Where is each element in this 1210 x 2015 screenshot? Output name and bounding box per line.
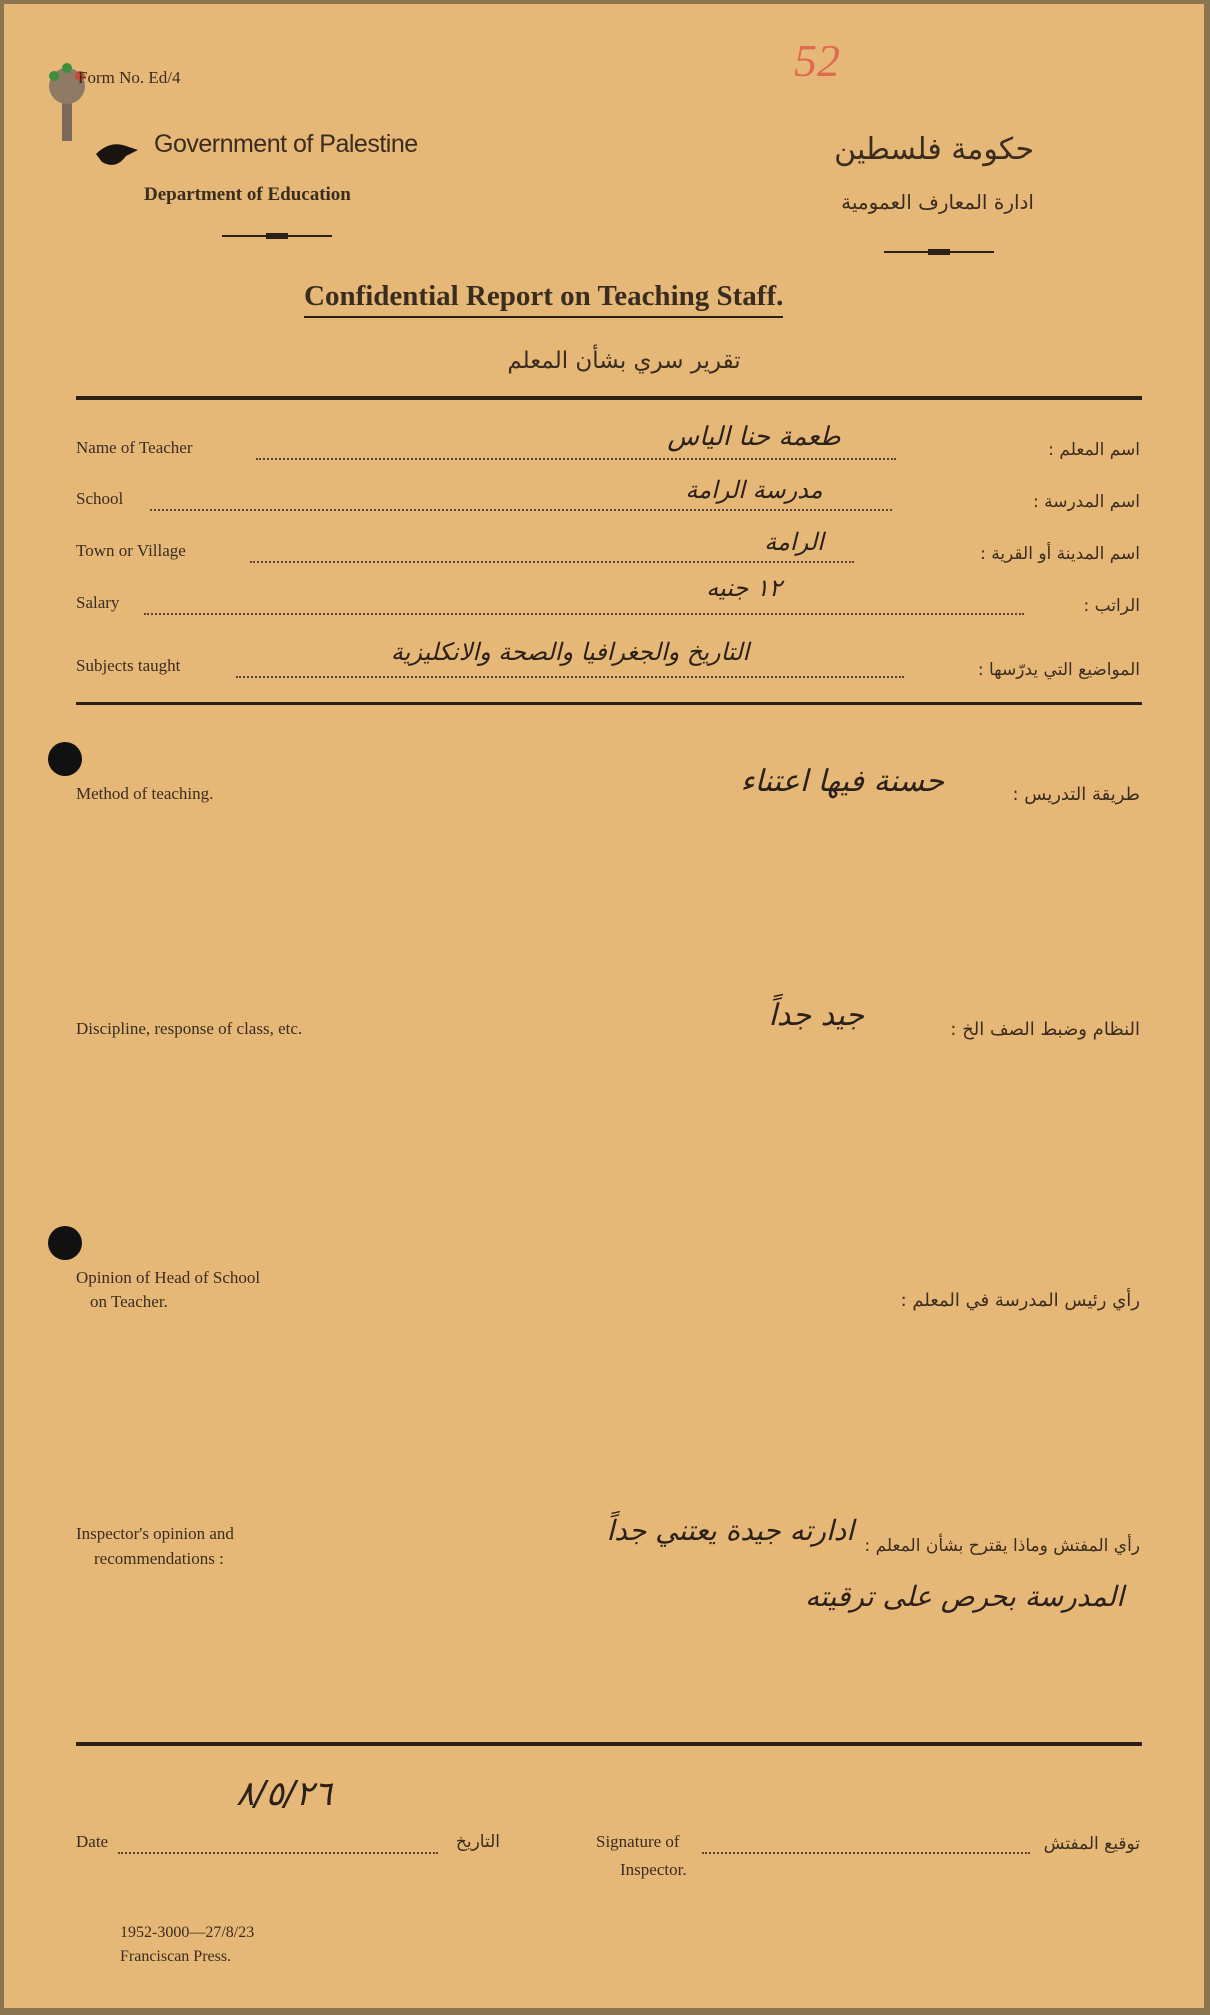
method-label-ar: طريقة التدريس : xyxy=(1012,784,1140,805)
gov-title-ar: حكومة فلسطين xyxy=(834,132,1034,167)
top-rule xyxy=(76,396,1142,400)
punch-hole-bottom xyxy=(48,1226,82,1260)
dept-title-en: Department of Education xyxy=(144,184,351,205)
report-title-ar: تقرير سري بشأن المعلم xyxy=(507,348,741,374)
inspector-label-en-2: recommendations : xyxy=(94,1549,224,1568)
signature-line xyxy=(702,1852,1030,1854)
date-value: ٨/٥/٢٦ xyxy=(236,1774,332,1814)
field-town-label: Town or Village xyxy=(76,541,186,560)
field-subjects-label-ar: المواضيع التي يدرّسها : xyxy=(977,660,1140,680)
field-town-line xyxy=(250,561,854,563)
field-school-line xyxy=(150,509,892,511)
bird-emblem-icon xyxy=(92,136,142,176)
field-salary-label: Salary xyxy=(76,593,120,612)
report-title-en: Confidential Report on Teaching Staff. xyxy=(304,280,783,318)
fields-bottom-rule xyxy=(76,702,1142,705)
divider-dash-right xyxy=(884,251,994,253)
discipline-label-ar: النظام وضبط الصف الخ : xyxy=(950,1019,1140,1040)
field-school-label: School xyxy=(76,489,124,508)
field-salary-label-ar: الراتب : xyxy=(1083,596,1140,616)
field-name-label-ar: اسم المعلم : xyxy=(1048,440,1140,460)
field-name-label: Name of Teacher xyxy=(76,438,193,457)
field-town-value: الرامة xyxy=(764,528,824,556)
field-school-label-ar: اسم المدرسة : xyxy=(1032,492,1140,512)
field-subjects-label: Subjects taught xyxy=(76,656,181,675)
field-subjects-value: التاريخ والجغرافيا والصحة والانكليزية xyxy=(390,638,750,666)
inspector-value-2: المدرسة بحرص على ترقيته xyxy=(805,1580,1124,1613)
gov-title-en: Government of Palestine xyxy=(154,130,418,158)
method-label-en: Method of teaching. xyxy=(76,784,214,803)
discipline-label-en: Discipline, response of class, etc. xyxy=(76,1019,303,1038)
field-school-value: مدرسة الرامة xyxy=(685,476,823,504)
inspector-value-1: ادارته جيدة يعتني جداً xyxy=(606,1514,854,1547)
field-town-label-ar: اسم المدينة أو القرية : xyxy=(980,544,1140,564)
dept-title-ar: ادارة المعارف العمومية xyxy=(841,190,1034,214)
head-opinion-label-ar: رأي رئيس المدرسة في المعلم : xyxy=(900,1290,1140,1311)
divider-dash-left xyxy=(222,235,332,237)
form-page xyxy=(4,4,1204,2008)
signature-label-ar: توقيع المفتش xyxy=(1043,1834,1140,1854)
discipline-value: جيد جداً xyxy=(768,998,864,1033)
field-salary-line xyxy=(144,613,1024,615)
inspector-label-en-1: Inspector's opinion and xyxy=(76,1524,234,1543)
inspector-label-ar: رأي المفتش وماذا يقترح بشأن المعلم : xyxy=(864,1536,1140,1556)
printer-line-2: Franciscan Press. xyxy=(120,1948,232,1965)
signature-label-en-2: Inspector. xyxy=(620,1860,687,1879)
date-line xyxy=(118,1852,438,1854)
field-name-value: طعمة حنا الياس xyxy=(667,422,841,452)
field-subjects-line xyxy=(236,676,904,678)
punch-hole-top xyxy=(48,742,82,776)
field-name-line xyxy=(256,458,896,460)
footer-rule xyxy=(76,1742,1142,1746)
head-opinion-label-en-2: on Teacher. xyxy=(90,1292,168,1311)
head-opinion-label-en-1: Opinion of Head of School xyxy=(76,1268,261,1287)
method-value: حسنة فيها اعتناء xyxy=(740,764,944,799)
signature-label-en-1: Signature of xyxy=(596,1832,680,1851)
date-label-ar: التاريخ xyxy=(455,1832,500,1852)
date-label-en: Date xyxy=(76,1832,109,1851)
form-number: Form No. Ed/4 xyxy=(78,68,181,87)
field-salary-value: ١٢ جنيه xyxy=(706,574,782,602)
page-number-stamp: 52 xyxy=(794,35,840,86)
printer-line-1: 1952-3000—27/8/23 xyxy=(120,1924,255,1941)
